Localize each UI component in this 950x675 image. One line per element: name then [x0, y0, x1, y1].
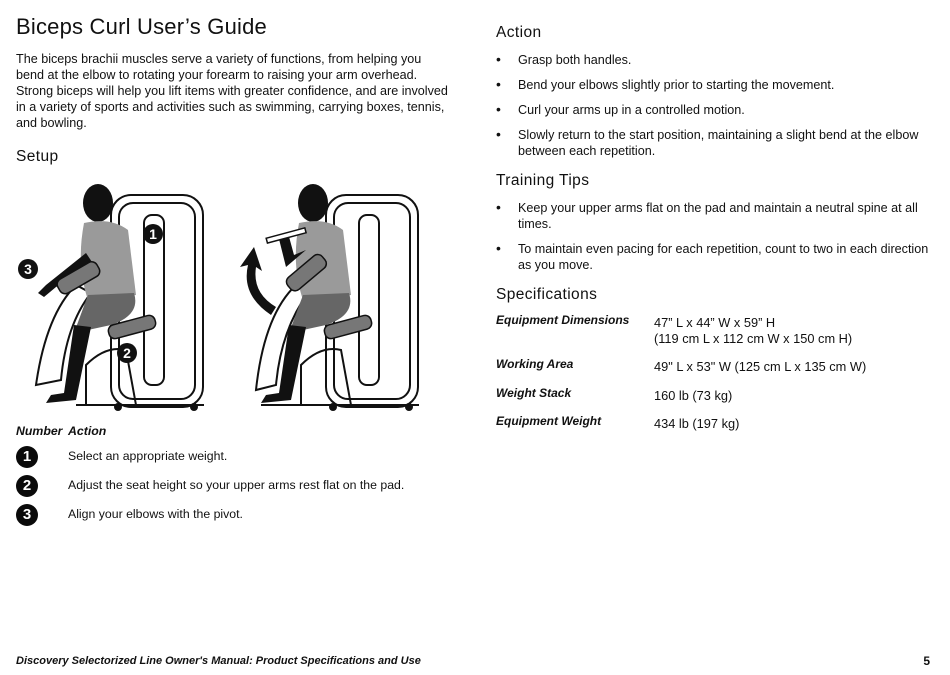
curl-direction-arrow-icon: [240, 247, 276, 315]
callout-3: 3: [24, 261, 32, 277]
column-number-header: Number: [16, 424, 63, 438]
spec-value-metric: (119 cm L x 112 cm W x 150 cm H): [654, 331, 853, 346]
page-title: Biceps Curl User’s Guide: [16, 14, 267, 39]
setup-illustration: [16, 175, 436, 415]
setup-step: [16, 446, 456, 472]
specifications-heading: Specifications: [496, 286, 598, 303]
spec-value: 160 lb (73 kg): [654, 388, 733, 403]
tip-item: • Keep your upper arms flat on the pad and maintain a neutral spine at all times.: [496, 200, 936, 232]
action-list: [496, 52, 936, 159]
setup-step: [16, 504, 456, 530]
step-number-badge: 1: [16, 446, 38, 468]
training-tips-list: [496, 200, 936, 273]
spec-value: 434 lb (197 kg): [654, 416, 740, 431]
setup-heading: Setup: [16, 148, 59, 165]
training-tips-heading: Training Tips: [496, 172, 590, 189]
footer-manual-title: Discovery Selectorized Line Owner's Manual: Product Specifications and Use: [16, 655, 421, 667]
step-number-badge: 3: [16, 504, 38, 526]
biceps-curl-machine-illustration: [16, 175, 436, 415]
column-action-header: Action: [68, 424, 107, 438]
step-number-badge: 2: [16, 475, 38, 497]
spec-value-imperial: 47” L x 44” W x 59” H: [654, 315, 776, 330]
step-text: Select an appropriate weight.: [68, 449, 228, 463]
action-item: • Grasp both handles.: [496, 52, 936, 68]
setup-step: [16, 475, 456, 501]
intro-paragraph: The biceps brachii muscles serve a variety of functions, from helping you bend at the elbow to rotating your forearm to raising your arm overhead. Strong biceps will help you lift items with greater confidence, and are involved in a variety of sports and activities such as swimming, carrying boxes, tennis, and bowling.: [16, 52, 448, 130]
step-text: Adjust the seat height so your upper arms rest flat on the pad.: [68, 478, 405, 492]
spec-label: Working Area: [496, 357, 574, 371]
step-text: Align your elbows with the pivot.: [68, 507, 243, 521]
spec-label: Equipment Weight: [496, 414, 602, 428]
page-number: 5: [923, 654, 930, 668]
spec-value: 49" L x 53" W (125 cm L x 135 cm W): [654, 359, 867, 374]
spec-label: Weight Stack: [496, 386, 572, 400]
action-item: • Slowly return to the start position, maintaining a slight bend at the elbow between each repetition.: [496, 127, 936, 159]
callout-2: 2: [123, 345, 131, 361]
action-heading: Action: [496, 24, 542, 41]
callout-1: 1: [149, 226, 157, 242]
spec-value: [654, 315, 852, 347]
tip-item: • To maintain even pacing for each repetition, count to two in each direction as you move.: [496, 241, 936, 273]
action-item: • Curl your arms up in a controlled motion.: [496, 102, 936, 118]
spec-label: Equipment Dimensions: [496, 313, 630, 327]
action-item: • Bend your elbows slightly prior to starting the movement.: [496, 77, 936, 93]
